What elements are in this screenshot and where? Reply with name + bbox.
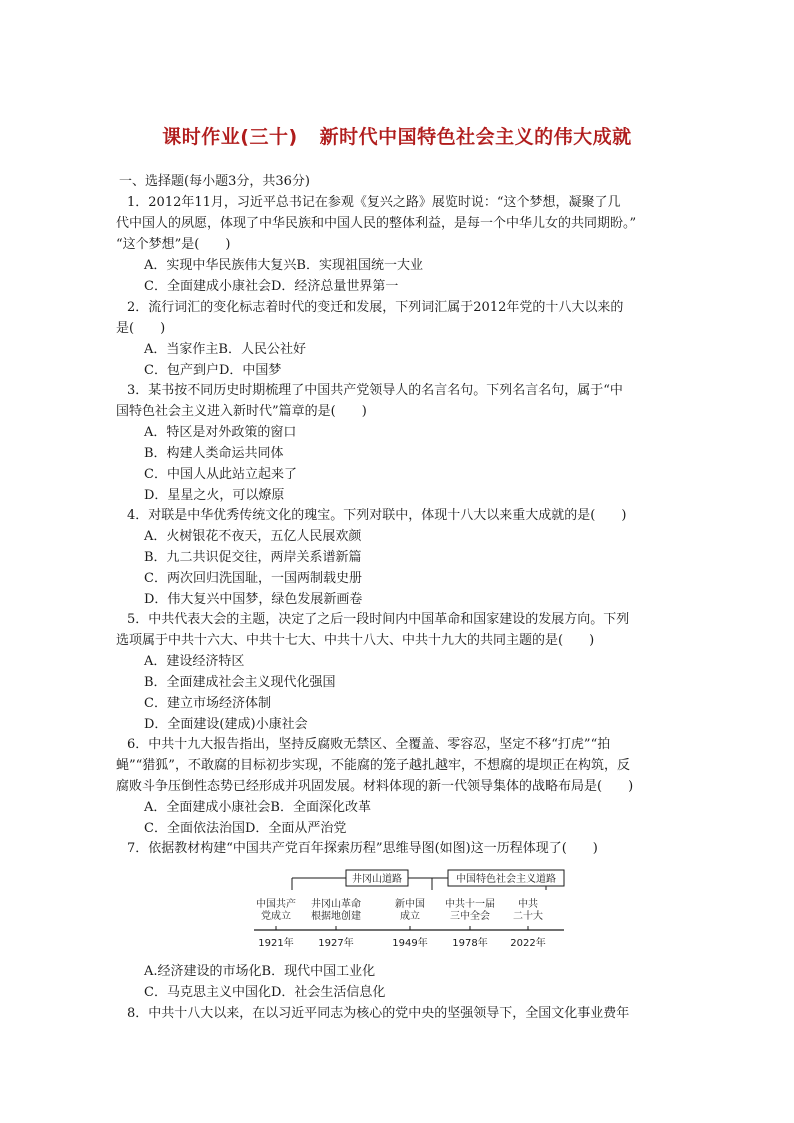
event-2-line2: 根据地创建 (311, 911, 361, 922)
q4-option-a: A．火树银花不夜天，五亿人民展欢颜 (144, 529, 362, 544)
box-jinggangshan-label: 井冈山道路 (352, 874, 402, 885)
year-1927: 1927年 (318, 938, 354, 949)
q3-option-a: A．特区是对外政策的窗口 (144, 425, 297, 440)
q2-line1: 2．流行词汇的变化标志着时代的变迁和发展，下列词汇属于2012年党的十八大以来的 (127, 300, 624, 315)
q5-line1: 5．中共代表大会的主题，决定了之后一段时间内中国革命和国家建设的发展方向。下列 (127, 612, 630, 627)
q3-option-c: C．中国人从此站立起来了 (144, 467, 297, 482)
q6-options-ab: A．全面建成小康社会B．全面深化改革 (144, 800, 371, 815)
q1-options-ab: A．实现中华民族伟大复兴B．实现祖国统一大业 (144, 258, 423, 273)
event-2-line1: 井冈山革命 (311, 899, 361, 910)
q6-line2: 蝇”“猎狐”，不敢腐的目标初步实现，不能腐的笼子越扎越牢，不想腐的堤坝正在构筑，反 (116, 758, 630, 773)
q1-options-cd: C．全面建成小康社会D．经济总量世界第一 (144, 279, 399, 294)
event-1-line2: 党成立 (261, 911, 291, 922)
event-4-line1: 中共十一届 (445, 899, 495, 910)
title-main: 课时作业(三十) (162, 126, 298, 148)
page-title (0, 122, 794, 149)
q4-option-b: B．九二共识促交往，两岸关系谱新篇 (144, 550, 362, 565)
q2-line2: 是( ) (116, 321, 166, 336)
q7-options-cd: C．马克思主义中国化D．社会生活信息化 (144, 985, 386, 1000)
q1-line2: 代中国人的夙愿，体现了中华民族和中国人民的整体利益，是每一个中华儿女的共同期盼。” (116, 216, 637, 231)
q3-option-d: D．星星之火，可以燎原 (144, 488, 285, 503)
q4-option-c: C．两次回归洗国耻，一国两制载史册 (144, 571, 362, 586)
q3-line1: 3．某书按不同历史时期梳理了中国共产党领导人的名言名句。下列名言名句，属于“中 (127, 383, 623, 398)
q6-options-cd: C．全面依法治国D．全面从严治党 (144, 821, 347, 836)
q4-option-d: D．伟大复兴中国梦，绿色发展新画卷 (144, 592, 363, 607)
q8-line1: 8．中共十八大以来，在以习近平同志为核心的党中央的坚强领导下，全国文化事业费年 (127, 1006, 630, 1021)
q4-line1: 4．对联是中华优秀传统文化的瑰宝。下列对联中，体现十八大以来重大成就的是( ) (127, 508, 627, 523)
q5-option-a: A．建设经济特区 (144, 654, 245, 669)
q7-line1: 7．依据教材构建“中国共产党百年探索历程”思维导图(如图)这一历程体现了( ) (127, 841, 598, 856)
q6-line1: 6．中共十九大报告指出，坚持反腐败无禁区、全覆盖、零容忍，坚定不移“打虎”“拍 (127, 737, 611, 752)
q3-option-b: B．构建人类命运共同体 (144, 446, 284, 461)
q1-line3: “这个梦想”是( ) (116, 237, 231, 252)
q1-line1: 1．2012年11月，习近平总书记在参观《复兴之路》展览时说：“这个梦想，凝聚了几 (127, 195, 621, 210)
q2-options-ab: A．当家作主B．人民公社好 (144, 342, 306, 357)
section-header: 一、选择题(每小题3分，共36分) (119, 174, 310, 189)
event-3-line1: 新中国 (395, 899, 425, 910)
q7-options-ab: A.经济建设的市场化B．现代中国工业化 (144, 964, 376, 979)
q3-line2: 国特色社会主义进入新时代”篇章的是( ) (116, 404, 367, 419)
q6-line3: 腐败斗争压倒性态势已经形成并巩固发展。材料体现的新一代领导集体的战略布局是( ) (116, 779, 634, 794)
q5-line2: 选项属于中共十六大、中共十七大、中共十八大、中共十九大的共同主题的是( ) (116, 633, 595, 648)
q5-option-d: D．全面建设(建成)小康社会 (144, 717, 308, 732)
event-5-line2: 二十大 (513, 911, 543, 922)
q5-option-c: C．建立市场经济体制 (144, 696, 271, 711)
year-1949: 1949年 (392, 938, 428, 949)
event-5-line1: 中共 (518, 899, 538, 910)
year-1921: 1921年 (258, 938, 294, 949)
year-2022: 2022年 (510, 938, 546, 949)
box-socialism-road-label: 中国特色社会主义道路 (456, 874, 556, 885)
event-3-line2: 成立 (400, 911, 420, 922)
event-1-line1: 中国共产 (256, 899, 296, 910)
q5-option-b: B．全面建成社会主义现代化强国 (144, 675, 336, 690)
event-4-line2: 三中全会 (450, 911, 490, 922)
q2-options-cd: C．包产到户D．中国梦 (144, 363, 282, 378)
mind-map-diagram (250, 868, 570, 958)
title-sub: 新时代中国特色社会主义的伟大成就 (319, 126, 632, 148)
year-1978: 1978年 (452, 938, 488, 949)
